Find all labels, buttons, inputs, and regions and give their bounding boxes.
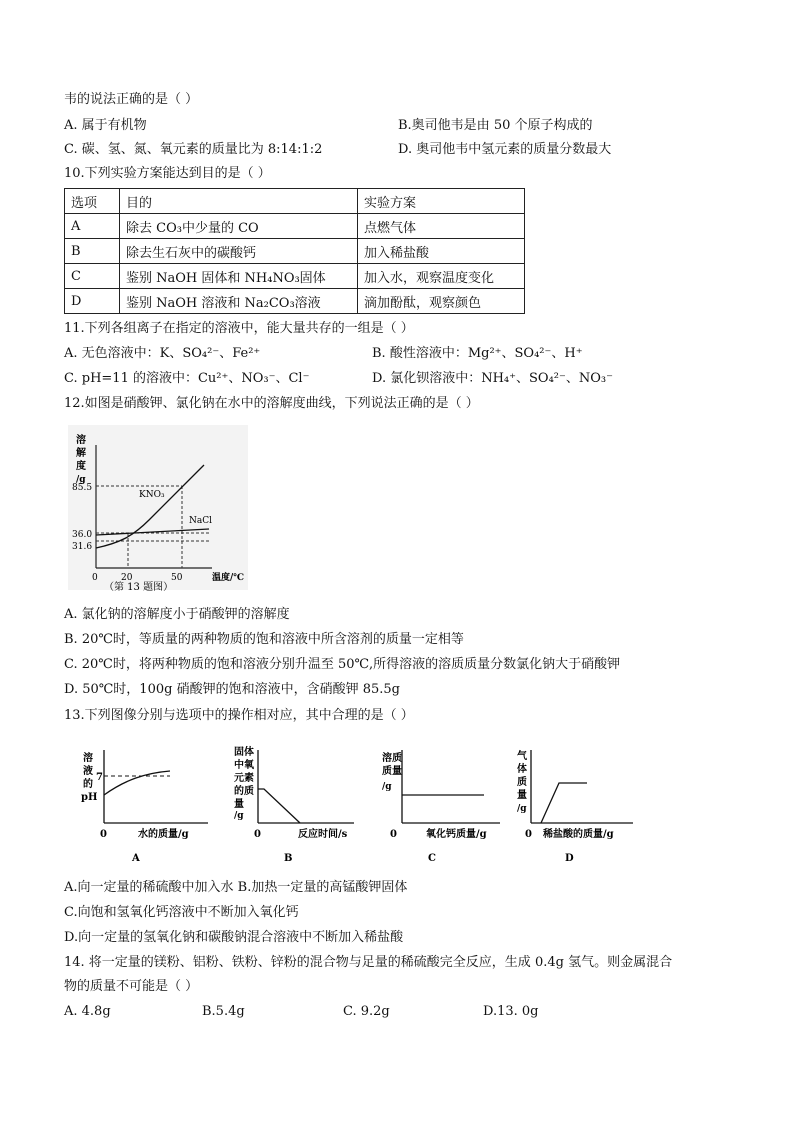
table-cell: B [65,239,120,264]
graph-ylabel-char: 气 [517,751,527,762]
graph-origin: 0 [525,829,532,840]
graph-xlabel: 水的质量/g [138,829,189,840]
table-header-cell: 选项 [65,189,120,214]
graph-ylabel-char: /g [382,782,392,792]
graph-tag: C [428,853,436,864]
q13-stem: 13.下列图像分别与选项中的操作相对应，其中合理的是（ ） [64,708,414,723]
graph-origin: 0 [100,829,107,840]
graph-ylabel-char: 的 [83,779,93,790]
table-cell: 鉴别 NaOH 溶液和 Na₂CO₃溶液 [120,289,358,314]
graph-ylabel-char: 中 [234,760,244,771]
q14-option-b: B.5.4g [202,1004,245,1019]
x-tick-label: 20 [121,573,133,583]
graph-xlabel: 稀盐酸的质量/g [543,829,614,840]
q12-option-a: A. 氯化钠的溶解度小于硝酸钾的溶解度 [64,607,290,622]
table-row [65,239,525,264]
graph-ylabel-char: 液 [83,766,93,777]
q11-option-c: C. pH=11 的溶液中：Cu²⁺、NO₃⁻、Cl⁻ [64,371,310,386]
graph-origin: 0 [254,829,261,840]
graph-ylabel-char: 质 [517,777,527,788]
graph-origin: 0 [390,829,397,840]
q11-option-b: B. 酸性溶液中：Mg²⁺、SO₄²⁻、H⁺ [372,346,583,361]
graph-ylabel-char: 质 [244,786,254,797]
q13-option-d: D.向一定量的氢氧化钠和碳酸钠混合溶液中不断加入稀盐酸 [64,930,404,945]
table-cell: C [65,264,120,289]
table-cell: 除去 CO₃中少量的 CO [120,214,358,239]
q14-option-d: D.13. 0g [483,1004,539,1019]
graph-tag: B [284,853,293,864]
graph-ylabel-char: 量 [517,790,527,801]
graph-ylabel-char: 量 [234,799,244,810]
q10-stem: 10.下列实验方案能达到目的是（ ） [64,166,271,181]
table-cell: 点燃气体 [358,214,525,239]
q12-option-d: D. 50℃时，100g 硝酸钾的饱和溶液中，含硝酸钾 85.5g [64,682,400,697]
table-row [65,214,525,239]
table-cell: 滴加酚酞，观察颜色 [358,289,525,314]
graph-mark-7: 7 [96,772,103,783]
table-cell: D [65,289,120,314]
kno3-label: KNO₃ [139,490,165,500]
graph-ylabel-char: 溶 [83,753,93,764]
graph-xlabel: 氧化钙质量/g [426,829,487,840]
graph-ylabel-char: 的 [234,786,244,797]
table-row [65,264,525,289]
y-tick-label: 85.5 [72,483,93,493]
y-axis-label-char: 度 [76,461,86,472]
table-header-row [65,189,525,214]
graph-ylabel-char: 固 [234,747,244,758]
graph-ylabel-char: 元 [234,773,244,784]
table-header-cell: 目的 [120,189,358,214]
graph-ylabel-char: 溶 [382,753,392,764]
y-tick-label: 36.0 [72,530,93,540]
table-cell: A [65,214,120,239]
graph-ylabel-char: 素 [244,773,254,784]
graph-c [380,745,510,865]
q14-option-a: A. 4.8g [64,1004,111,1019]
nacl-label: NaCl [189,516,213,526]
graph-tag: D [565,853,574,864]
y-tick-label: 31.6 [72,542,93,552]
q12-option-b: B. 20℃时，等质量的两种物质的饱和溶液中所含溶剂的质量一定相等 [64,632,464,647]
q12-stem: 12.如图是硝酸钾、氯化钠在水中的溶解度曲线，下列说法正确的是（ ） [64,396,479,411]
q10-table [64,188,525,314]
graph-ylabel-char: 质 [392,753,402,764]
q11-option-a: A. 无色溶液中：K、SO₄²⁻、Fe²⁺ [64,346,261,361]
table-cell: 加入稀盐酸 [358,239,525,264]
solubility-curve-figure [64,425,264,595]
graph-xlabel: 反应时间/s [298,829,348,840]
table-cell: 鉴别 NaOH 固体和 NH₄NO₃固体 [120,264,358,289]
q9-option-d: D. 奥司他韦中氢元素的质量分数最大 [398,142,612,157]
graph-curve [258,789,300,823]
graph-ylabel-char: 体 [244,747,254,758]
q9-option-c: C. 碳、氢、氮、氧元素的质量比为 8:14:1:2 [64,142,323,157]
table-row [65,289,525,314]
y-axis-label-char: 溶 [76,435,86,446]
table-cell: 除去生石灰中的碳酸钙 [120,239,358,264]
graph-ylabel-char: 量 [392,766,402,777]
q14-stem-line2: 物的质量不可能是（ ） [64,979,199,994]
graph-ylabel-char: pH [81,792,98,803]
x-tick-label: 50 [171,573,183,583]
x-axis-label: 温度/℃ [212,573,245,583]
graph-ylabel-char: 氧 [244,760,254,771]
q9-option-b: B.奥司他韦是由 50 个原子构成的 [398,118,593,133]
graph-ylabel-char: 质 [382,766,392,777]
graph-curve [104,771,170,795]
figure-caption: （第 13 题图） [104,582,174,593]
graph-ylabel-char: /g [234,811,244,821]
graph-ylabel-char: /g [517,804,527,814]
q14-option-c: C. 9.2g [343,1004,390,1019]
table-cell: 加入水，观察温度变化 [358,264,525,289]
q13-option-c: C.向饱和氢氧化钙溶液中不断加入氧化钙 [64,905,299,920]
q12-option-c: C. 20℃时，将两种物质的饱和溶液分别升温至 50℃,所得溶液的溶质质量分数氯化钠大于硝酸钾 [64,657,621,672]
graph-curve [541,783,587,823]
table-header-cell: 实验方案 [358,189,525,214]
q11-stem: 11.下列各组离子在指定的溶液中，能大量共存的一组是（ ） [64,321,414,336]
graph-a [80,745,220,865]
y-axis-label-char: 解 [76,448,86,459]
q9-stem-cont: 韦的说法正确的是（ ） [64,92,199,107]
figure-background [68,425,248,590]
graph-ylabel-char: 体 [517,764,527,775]
q13-option-a-b: A.向一定量的稀硫酸中加入水 B.加热一定量的高锰酸钾固体 [64,880,408,895]
y-axis-label-char: /g [76,475,86,485]
graph-tag: A [132,853,140,864]
origin-label: 0 [92,573,98,583]
q9-option-a: A. 属于有机物 [64,118,147,133]
graph-b [232,745,362,865]
q11-option-d: D. 氯化钡溶液中：NH₄⁺、SO₄²⁻、NO₃⁻ [372,371,613,386]
graph-d [515,745,655,865]
q14-stem-line1: 14. 将一定量的镁粉、铝粉、铁粉、锌粉的混合物与足量的稀硫酸完全反应，生成 0.4g 氢气。则金属混合 [64,955,673,970]
